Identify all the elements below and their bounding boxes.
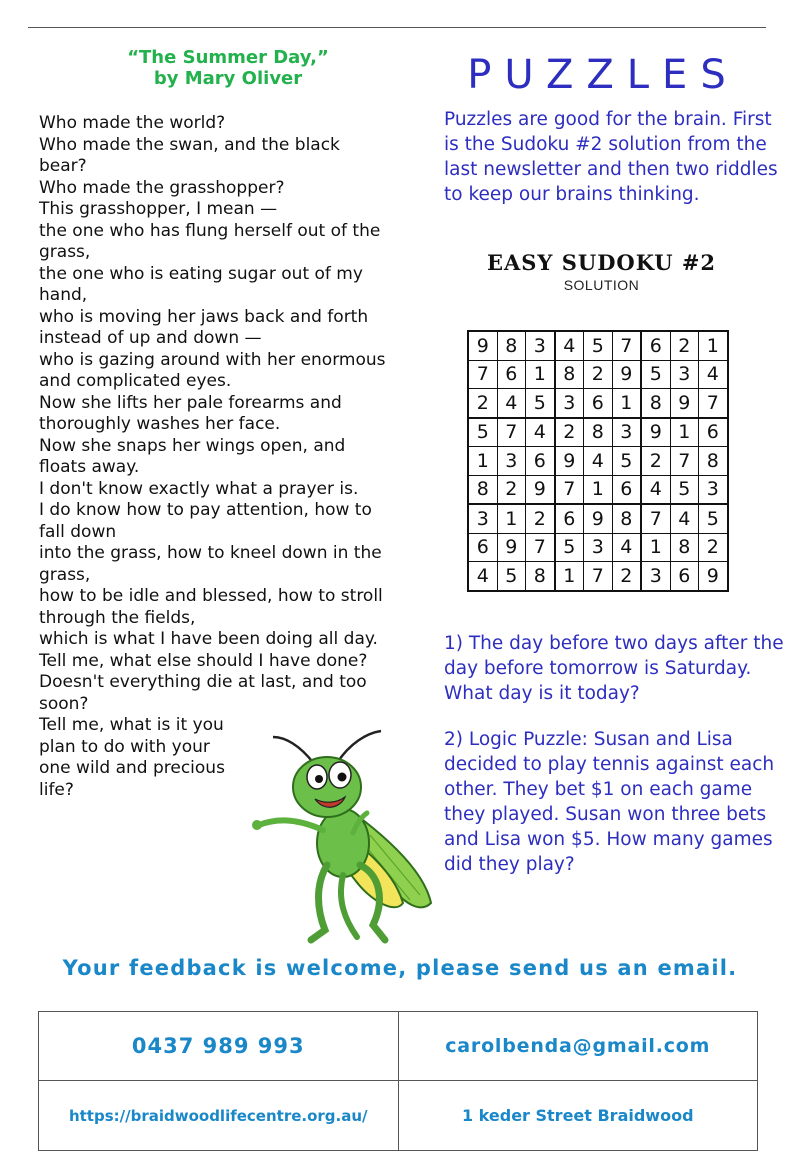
poem-line: Tell me, what is it you — [39, 715, 224, 735]
sudoku-cell: 6 — [641, 331, 670, 360]
riddle-line: other. They bet $1 on each game — [444, 779, 753, 800]
sudoku-cell: 7 — [670, 447, 699, 476]
sudoku-cell: 8 — [612, 504, 641, 533]
poem-line: hand, — [39, 285, 88, 305]
poem-line: plan to do with your — [39, 736, 210, 757]
sudoku-cell: 1 — [699, 331, 728, 360]
sudoku-cell: 6 — [526, 447, 555, 476]
sudoku-cell: 6 — [555, 504, 584, 533]
sudoku-cell: 6 — [699, 418, 728, 447]
poem-text — [39, 113, 419, 801]
sudoku-cell: 2 — [555, 418, 584, 447]
puzzles-intro — [444, 107, 778, 207]
sudoku-cell: 4 — [584, 447, 613, 476]
poem-line: thoroughly washes her face. — [39, 414, 281, 434]
sudoku-cell: 8 — [641, 389, 670, 418]
sudoku-row — [468, 389, 728, 418]
sudoku-cell: 6 — [612, 475, 641, 504]
sudoku-cell: 2 — [468, 389, 497, 418]
poem-line: floats away. — [39, 457, 140, 477]
poem-line: grass, — [39, 564, 91, 585]
sudoku-cell: 4 — [670, 504, 699, 533]
sudoku-cell: 4 — [641, 475, 670, 504]
puzzles-heading: PUZZLES — [467, 52, 739, 98]
intro-line: is the Sudoku #2 solution from the — [444, 134, 767, 155]
sudoku-cell: 3 — [641, 562, 670, 591]
sudoku-cell: 1 — [584, 475, 613, 504]
poem-line: Now she snaps her wings open, and — [39, 435, 346, 456]
sudoku-cell: 7 — [612, 331, 641, 360]
poem-line: life? — [39, 779, 74, 800]
sudoku-cell: 3 — [555, 389, 584, 418]
phone-number[interactable]: 0437 989 993 — [39, 1012, 399, 1081]
poem-line: bear? — [39, 156, 87, 176]
sudoku-cell: 9 — [497, 533, 526, 562]
sudoku-row — [468, 360, 728, 389]
sudoku-cell: 2 — [699, 533, 728, 562]
sudoku-cell: 7 — [468, 360, 497, 389]
sudoku-cell: 9 — [555, 447, 584, 476]
poem-line: one wild and precious — [39, 758, 225, 778]
sudoku-cell: 3 — [584, 533, 613, 562]
sudoku-cell: 3 — [670, 360, 699, 389]
poem-line: into the grass, how to kneel down in the — [39, 543, 382, 563]
sudoku-cell: 4 — [699, 360, 728, 389]
sudoku-cell: 7 — [641, 504, 670, 533]
poem-line: I do know how to pay attention, how to — [39, 500, 372, 520]
top-divider — [28, 27, 766, 28]
sudoku-cell: 6 — [497, 360, 526, 389]
sudoku-cell: 2 — [584, 360, 613, 389]
sudoku-row — [468, 562, 728, 591]
sudoku-cell: 2 — [612, 562, 641, 591]
sudoku-cell: 3 — [468, 504, 497, 533]
sudoku-cell: 4 — [612, 533, 641, 562]
sudoku-cell: 9 — [670, 389, 699, 418]
contact-table — [38, 1011, 758, 1151]
sudoku-cell: 8 — [526, 562, 555, 591]
sudoku-cell: 1 — [468, 447, 497, 476]
poem-line: and complicated eyes. — [39, 371, 232, 391]
intro-line: Puzzles are good for the brain. First — [444, 109, 772, 130]
sudoku-row — [468, 533, 728, 562]
sudoku-cell: 3 — [699, 475, 728, 504]
poem-line: Who made the grasshopper? — [39, 177, 285, 198]
poem-line: who is gazing around with her enormous — [39, 349, 386, 370]
sudoku-cell: 2 — [641, 447, 670, 476]
sudoku-cell: 5 — [612, 447, 641, 476]
sudoku-row — [468, 504, 728, 533]
poem-line: Who made the world? — [39, 113, 226, 133]
riddle-1 — [444, 631, 784, 706]
sudoku-cell: 5 — [468, 418, 497, 447]
poem-line: how to be idle and blessed, how to stroll — [39, 586, 383, 606]
sudoku-cell: 5 — [526, 389, 555, 418]
sudoku-cell: 2 — [497, 475, 526, 504]
poem-line: the one who has flung herself out of the — [39, 220, 381, 241]
sudoku-cell: 8 — [670, 533, 699, 562]
sudoku-title: EASY SUDOKU #2 — [486, 250, 717, 275]
website-link[interactable]: https://braidwoodlifecentre.org.au/ — [39, 1081, 399, 1151]
poem-line: soon? — [39, 693, 89, 714]
sudoku-cell: 7 — [699, 389, 728, 418]
sudoku-cell: 5 — [584, 331, 613, 360]
riddle-line: they played. Susan won three bets — [444, 804, 767, 825]
sudoku-cell: 6 — [584, 389, 613, 418]
sudoku-cell: 1 — [497, 504, 526, 533]
sudoku-cell: 9 — [641, 418, 670, 447]
sudoku-cell: 5 — [555, 533, 584, 562]
sudoku-cell: 6 — [670, 562, 699, 591]
sudoku-cell: 8 — [699, 447, 728, 476]
sudoku-cell: 4 — [468, 562, 497, 591]
poem-title-line: “The Summer Day,” — [127, 47, 329, 68]
sudoku-row — [468, 418, 728, 447]
poem-line: which is what I have been doing all day. — [39, 629, 378, 649]
poem-line: through the fields, — [39, 607, 196, 628]
sudoku-cell: 1 — [670, 418, 699, 447]
sudoku-row — [468, 331, 728, 360]
poem-author-line: by Mary Oliver — [153, 68, 303, 89]
intro-line: last newsletter and then two riddles — [444, 159, 778, 180]
riddle-line: What day is it today? — [444, 683, 640, 704]
poem-line: Who made the swan, and the black — [39, 134, 340, 155]
sudoku-cell: 7 — [584, 562, 613, 591]
sudoku-cell: 9 — [584, 504, 613, 533]
sudoku-cell: 7 — [497, 418, 526, 447]
sudoku-cell: 8 — [584, 418, 613, 447]
poem-line: instead of up and down — — [39, 328, 262, 348]
sudoku-cell: 5 — [699, 504, 728, 533]
sudoku-cell: 2 — [670, 331, 699, 360]
sudoku-cell: 9 — [612, 360, 641, 389]
sudoku-cell: 7 — [555, 475, 584, 504]
riddle-line: day before tomorrow is Saturday. — [444, 658, 752, 679]
poem-line: fall down — [39, 521, 117, 542]
sudoku-cell: 1 — [555, 562, 584, 591]
sudoku-cell: 9 — [699, 562, 728, 591]
poem-line: I don't know exactly what a prayer is. — [39, 478, 359, 499]
poem-line: who is moving her jaws back and forth — [39, 306, 369, 327]
poem-line: grass, — [39, 242, 91, 262]
sudoku-cell: 7 — [526, 533, 555, 562]
riddle-line: did they play? — [444, 854, 575, 875]
sudoku-cell: 8 — [555, 360, 584, 389]
sudoku-cell: 9 — [468, 331, 497, 360]
email-link[interactable]: carolbenda@gmail.com — [398, 1012, 758, 1081]
sudoku-cell: 2 — [526, 504, 555, 533]
riddle-line: 2) Logic Puzzle: Susan and Lisa — [444, 729, 733, 750]
poem-line: Doesn't everything die at last, and too — [39, 672, 367, 692]
intro-line: to keep our brains thinking. — [444, 184, 700, 205]
sudoku-cell: 9 — [526, 475, 555, 504]
sudoku-cell: 3 — [497, 447, 526, 476]
sudoku-cell: 5 — [497, 562, 526, 591]
street-address: 1 keder Street Braidwood — [398, 1081, 758, 1151]
poem-line: This grasshopper, I mean — — [39, 199, 278, 219]
sudoku-cell: 8 — [468, 475, 497, 504]
sudoku-cell: 4 — [526, 418, 555, 447]
sudoku-cell: 6 — [468, 533, 497, 562]
sudoku-grid — [467, 330, 729, 592]
sudoku-row — [468, 475, 728, 504]
sudoku-cell: 3 — [612, 418, 641, 447]
riddle-line: and Lisa won $5. How many games — [444, 829, 773, 850]
grasshopper-illustration — [245, 725, 440, 950]
sudoku-cell: 5 — [641, 360, 670, 389]
riddle-line: decided to play tennis against each — [444, 754, 775, 775]
poem-line: Now she lifts her pale forearms and — [39, 392, 342, 413]
riddle-2 — [444, 727, 774, 877]
sudoku-cell: 4 — [555, 331, 584, 360]
sudoku-cell: 5 — [670, 475, 699, 504]
sudoku-subtitle: SOLUTION — [563, 277, 640, 293]
riddle-line: 1) The day before two days after the — [444, 633, 784, 654]
feedback-message: Your feedback is welcome, please send us an email. — [62, 956, 738, 980]
poem-line: the one who is eating sugar out of my — [39, 263, 363, 284]
sudoku-cell: 8 — [497, 331, 526, 360]
sudoku-cell: 1 — [526, 360, 555, 389]
sudoku-cell: 1 — [612, 389, 641, 418]
poem-title — [40, 47, 416, 89]
sudoku-cell: 4 — [497, 389, 526, 418]
sudoku-cell: 1 — [641, 533, 670, 562]
poem-line: Tell me, what else should I have done? — [39, 650, 368, 671]
sudoku-cell: 3 — [526, 331, 555, 360]
sudoku-row — [468, 447, 728, 476]
